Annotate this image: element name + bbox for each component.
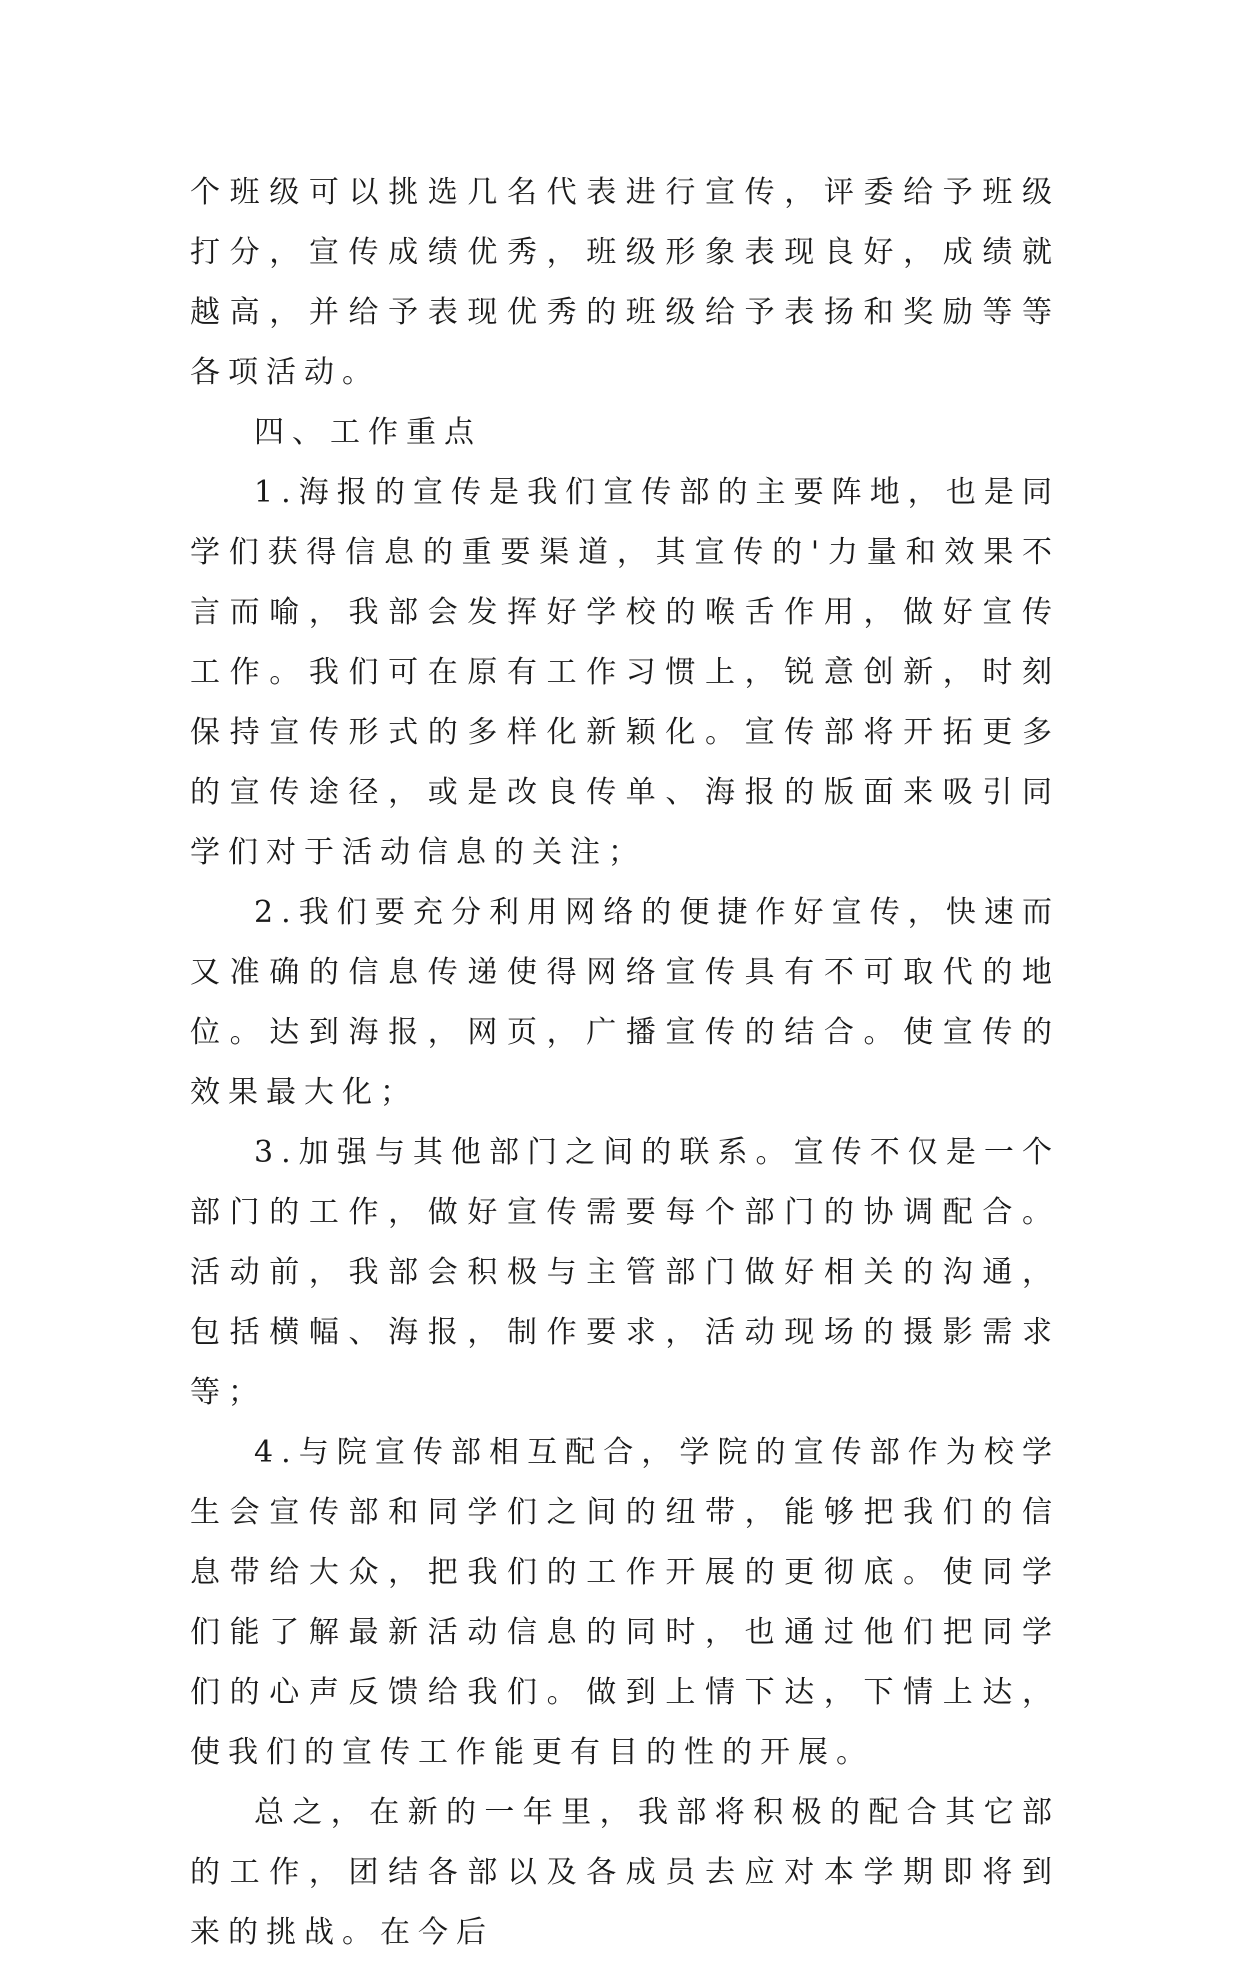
document-body [190,163,1060,1963]
paragraph-item-3: 3.加强与其他部门之间的联系。宣传不仅是一个部门的工作，做好宣传需要每个部门的协调配合。活动前，我部会积极与主管部门做好相关的沟通，包括横幅、海报，制作要求，活动现场的摄影需求等； [190,1135,1060,1410]
section-heading: 四、工作重点 [254,415,482,450]
paragraph-item-1: 1.海报的宣传是我们宣传部的主要阵地，也是同学们获得信息的重要渠道，其宣传的'力量和效果不言而喻，我部会发挥好学校的喉舌作用，做好宣传工作。我们可在原有工作习惯上，锐意创新，时刻保持宣传形式的多样化新颖化。宣传部将开拓更多的宣传途径，或是改良传单、海报的版面来吸引同学们对于活动信息的关注； [190,475,1060,870]
paragraph-continuation: 个班级可以挑选几名代表进行宣传，评委给予班级打分，宣传成绩优秀，班级形象表现良好，成绩就越高，并给予表现优秀的班级给予表扬和奖励等等各项活动。 [190,175,1060,390]
paragraph-summary: 总之，在新的一年里，我部将积极的配合其它部的工作，团结各部以及各成员去应对本学期即将到来的挑战。在今后 [190,1795,1060,1950]
paragraph-item-4: 4.与院宣传部相互配合，学院的宣传部作为校学生会宣传部和同学们之间的纽带，能够把我们的信息带给大众，把我们的工作开展的更彻底。使同学们能了解最新活动信息的同时，也通过他们把同学们的心声反馈给我们。做到上情下达，下情上达，使我们的宣传工作能更有目的性的开展。 [190,1435,1060,1770]
paragraph-item-2: 2.我们要充分利用网络的便捷作好宣传，快速而又准确的信息传递使得网络宣传具有不可取代的地位。达到海报，网页，广播宣传的结合。使宣传的效果最大化； [190,895,1060,1110]
